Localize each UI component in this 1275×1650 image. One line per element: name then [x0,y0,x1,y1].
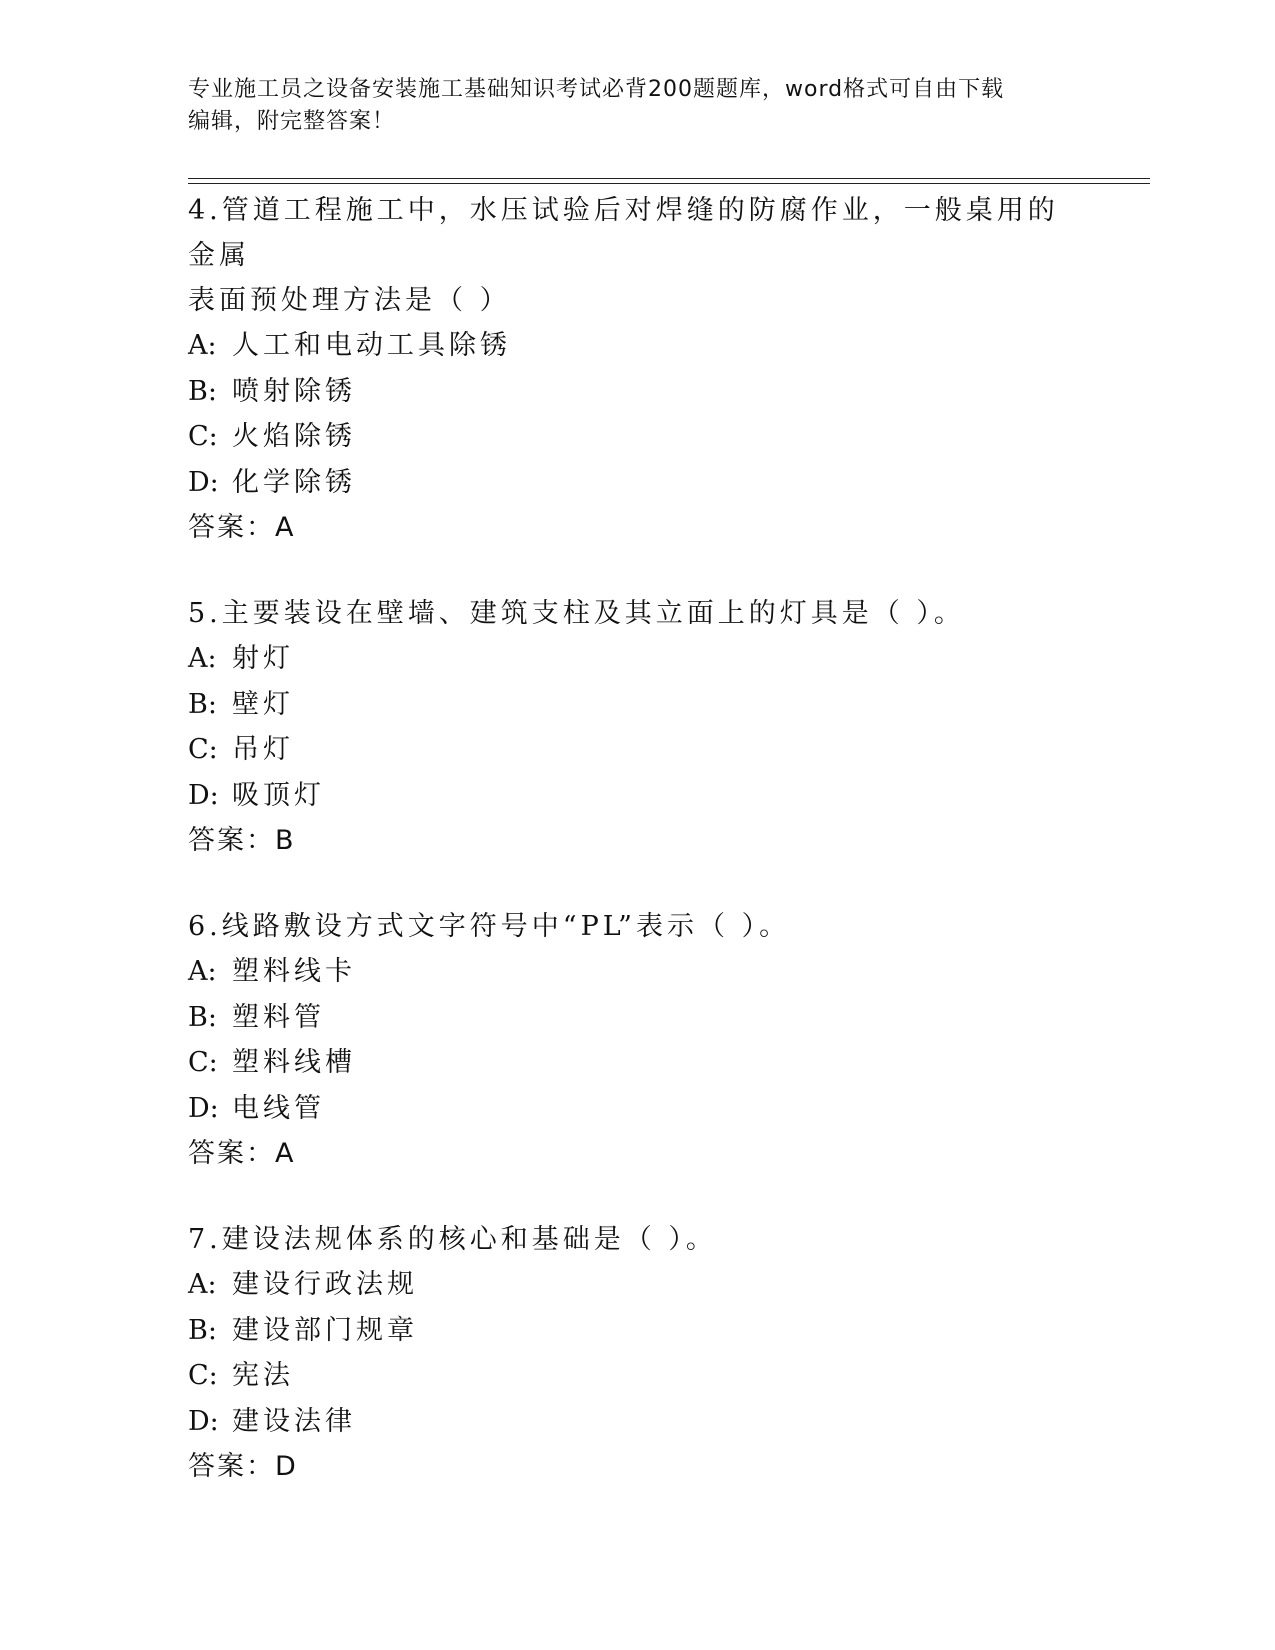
question-6 [188,904,1088,1177]
option-text: 塑料线槽 [232,1047,356,1078]
question-stem [188,188,1088,323]
question-stem [188,591,1088,636]
option-text: 建设法律 [232,1405,356,1437]
option-letter: D: [188,1092,219,1124]
option-text: 喷射除锈 [232,375,356,407]
option-letter: A: [188,956,217,987]
option-letter: D: [188,779,219,811]
option-text: 化学除锈 [232,466,356,498]
option-letter: D: [188,466,219,498]
option-letter: C: [188,1360,218,1391]
document-header [188,74,1068,138]
option-d [188,1399,1088,1445]
question-4 [188,188,1088,551]
option-c [188,414,1088,460]
question-stem-line: 7.建设法规体系的核心和基础是（ ）。 [188,1224,717,1255]
option-text: 电线管 [232,1092,325,1124]
option-text: 建设部门规章 [232,1314,418,1346]
question-stem [188,1217,1088,1262]
option-letter: C: [188,1047,218,1078]
option-text: 宪法 [232,1360,294,1391]
header-line-2: 编辑，附完整答案！ [188,109,396,134]
option-d [188,460,1088,506]
answer-line: 答案：A [188,1138,296,1169]
option-c [188,1353,1088,1399]
header-divider-top [188,178,1150,179]
option-letter: B: [188,1001,217,1033]
option-c [188,727,1088,773]
question-7 [188,1217,1088,1490]
option-letter: A: [188,643,217,674]
header-line-1: 专业施工员之设备安装施工基础知识考试必背200题题库，word格式可自由下载 [188,77,1005,102]
option-d [188,1086,1088,1132]
answer-line: 答案：A [188,512,296,543]
option-c [188,1040,1088,1086]
option-a [188,636,1088,682]
option-letter: D: [188,1405,219,1437]
option-b [188,682,1088,728]
option-text: 吸顶灯 [232,779,325,811]
option-text: 壁灯 [232,688,294,720]
option-d [188,773,1088,819]
question-stem-line: 5.主要装设在壁墙、建筑支柱及其立面上的灯具是（ ）。 [188,598,965,629]
answer-line: 答案：D [188,1451,298,1482]
header-divider-bottom [188,183,1150,184]
option-text: 火焰除锈 [232,421,356,452]
option-a [188,1262,1088,1308]
option-text: 人工和电动工具除锈 [232,330,511,361]
question-stem-line: 表面预处理方法是（ ） [188,285,511,316]
option-a [188,949,1088,995]
option-text: 塑料管 [232,1001,325,1033]
option-text: 建设行政法规 [232,1269,418,1300]
question-stem-line: 6.线路敷设方式文字符号中“PL”表示（ ）。 [188,911,791,942]
option-letter: A: [188,330,217,361]
option-b [188,369,1088,415]
question-stem-line: 4.管道工程施工中，水压试验后对焊缝的防腐作业，一般桌用的金属 [188,195,1059,271]
option-letter: B: [188,688,217,720]
question-list [188,188,1088,1530]
option-letter: B: [188,1314,217,1346]
option-b [188,995,1088,1041]
option-text: 塑料线卡 [232,956,356,987]
option-letter: B: [188,375,217,407]
question-5 [188,591,1088,864]
option-a [188,323,1088,369]
option-letter: C: [188,421,218,452]
question-stem [188,904,1088,949]
option-letter: A: [188,1269,217,1300]
option-text: 射灯 [232,643,294,674]
option-b [188,1308,1088,1354]
option-letter: C: [188,734,218,765]
answer-line: 答案：B [188,825,296,856]
option-text: 吊灯 [232,734,294,765]
